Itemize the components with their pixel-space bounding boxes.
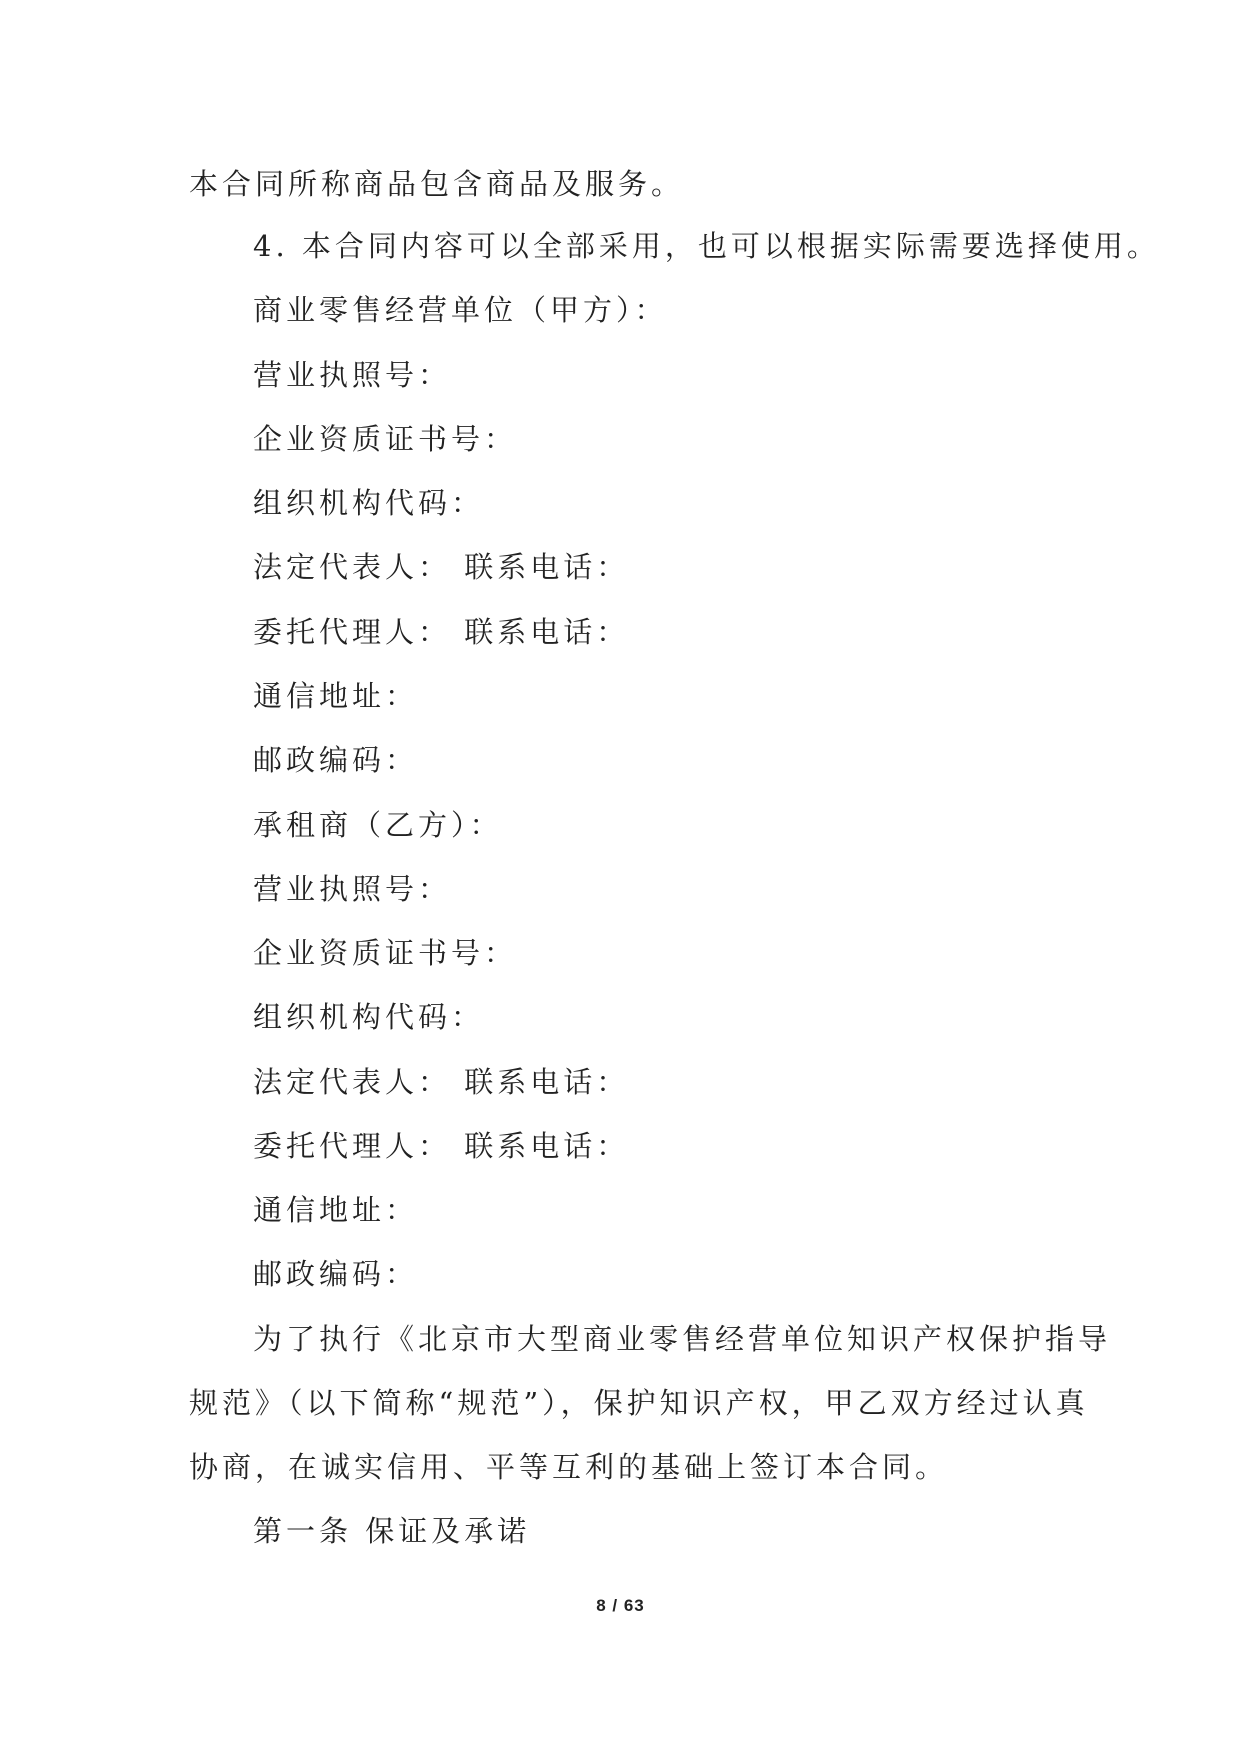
party-a-license-field: 营业执照号： [253,358,452,392]
party-b-address-field: 通信地址： [253,1193,419,1227]
party-a-heading: 商业零售经营单位（甲方）： [253,293,668,327]
party-a-legal-representative-field: 法定代表人： 联系电话： [253,550,630,584]
party-a-organization-code-field: 组织机构代码： [253,486,485,520]
party-b-qualification-field: 企业资质证书号： [253,936,518,970]
party-b-license-field: 营业执照号： [253,872,452,906]
article-heading: 第一条 保证及承诺 [253,1514,531,1548]
party-b-agent-field: 委托代理人： 联系电话： [253,1129,630,1163]
party-a-agent-field: 委托代理人： 联系电话： [253,615,630,649]
paragraph-line: 本合同所称商品包含商品及服务。 [189,167,685,201]
page-number: 8 / 63 [596,1596,645,1615]
party-b-postcode-field: 邮政编码： [253,1257,419,1291]
party-b-organization-code-field: 组织机构代码： [253,1000,485,1034]
paragraph-line: 为了执行《北京市大型商业零售经营单位知识产权保护指导 [253,1322,1112,1356]
paragraph-line: 协商，在诚实信用、平等互利的基础上签订本合同。 [189,1450,949,1484]
party-a-postcode-field: 邮政编码： [253,743,419,777]
paragraph-line: 规范》（以下简称“规范”），保护知识产权，甲乙双方经过认真 [189,1386,1089,1420]
party-a-address-field: 通信地址： [253,679,419,713]
party-b-heading: 承租商（乙方）： [253,808,503,842]
party-a-qualification-field: 企业资质证书号： [253,422,518,456]
paragraph-line: 4. 本合同内容可以全部采用，也可以根据实际需要选择使用。 [253,229,1160,263]
party-b-legal-representative-field: 法定代表人： 联系电话： [253,1065,630,1099]
